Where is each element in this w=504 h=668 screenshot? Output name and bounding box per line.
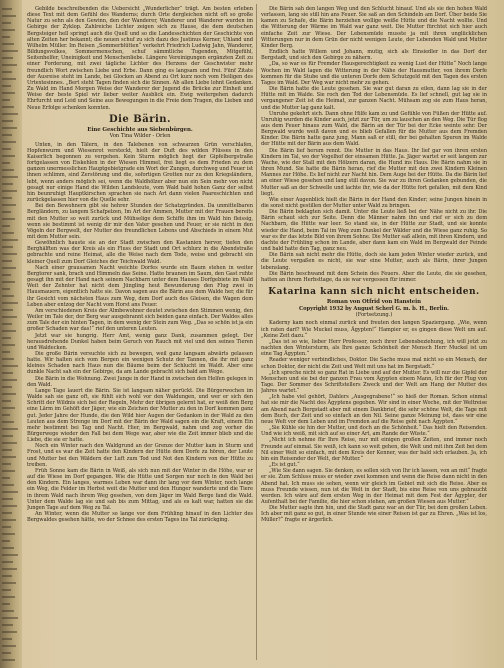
paragraph: Kaderny kam noch einmal zurück und freuten den langen Spaziergang. „Wie, wenn ich raten darf? Wie Muckel muss, Ägypten!“ Hampier er, es gingen diese Welt um auf. „Keine Zeit dazu.“ — [261, 320, 487, 339]
spine-text-line — [2, 323, 12, 325]
spine-text-line — [2, 309, 13, 311]
paragraph: Am verschiedenen Kreis der Almbewohner deutet zwischen den Stimmen wenig, den Weiler im Tale der, der Berg war ausgebrannt sich beiden ganz einfach. Der Waldes alles zum Tale der ein hinten Tagen, in dem wenig der Stein zum Weg. „Das so schön ist ja ein großer Schaden war das!“ rief den unteren Leuten. — [27, 307, 253, 333]
spine-text-line — [2, 281, 15, 283]
novel-copyright: Copyright 1932 by August Scherl G. m. b. H., Berlin. — [299, 305, 449, 312]
spine-text-line — [2, 225, 10, 227]
spine-text-line — [2, 106, 14, 108]
spine-text-line — [2, 78, 16, 80]
binding-spine — [0, 0, 22, 668]
paragraph: Wie einer Augenblick hielt die Bärin in der Hand den Kinder; seine Jungen hinein in die sonst nicht gestillen der Mutter unter Wald zu bringen. — [261, 196, 487, 209]
spine-text-line — [2, 141, 16, 143]
paragraph: Unruhe gekehrt sich. Dann ohne Hilfe kam zu und Gefühle von Füßen der Hütte auf. Unruhig wurden die Kinder auch, jetzt zur Tür, um zu lauschen an den Weg. Die Tür flog aus dem Feuer hinaus zum Wald, die Bärin an der Tür bei der Ecke weinte sehr. Der Bergwald wurde weiß davon und es blieb Gefallen für die Mutter aus dem Fremden Kinder. Die Bärin hatte ganz jung, Mann saß er still, der bei gehalten Spuren im Walde der Hütte mit der Bärin aus dem Wald. — [261, 110, 487, 148]
spine-text-line — [2, 554, 18, 556]
paragraph: „Es ist gut.“ — [269, 462, 300, 469]
spine-text-line — [2, 617, 18, 619]
spine-text-line — [2, 127, 17, 129]
paragraph: Jetzt war sie hungrig. Herr Amt, wenig ganz Dank, zusammen gelegt. Der herausdrehende Dunkel haben beim Geruch von Rauch mit viel und den seines Tieren und Waldecken. — [27, 332, 253, 351]
paragraph: Endlich hatte Willem und Johann, mutig, sich als Einsiedler in das Dorf der Bergstadt, und sich den Gebirge zu nähern. — [261, 49, 487, 62]
spine-text-line — [2, 176, 18, 178]
spine-text-line — [2, 29, 15, 31]
spine-text-line — [2, 582, 16, 584]
spine-text-line — [2, 50, 18, 52]
spine-text-line — [2, 596, 15, 598]
spine-text-line — [2, 15, 16, 17]
spine-text-line — [2, 568, 17, 570]
spine-text-line — [2, 533, 15, 535]
spine-text-line — [2, 288, 10, 290]
spine-text-line — [2, 148, 11, 150]
column-divider — [256, 4, 257, 660]
paragraph: „Ich habe viel gehört, Dahlers „Ausgegrabene!“ so hieß der Roman. Schon einmal hat sie mir die Nacht des Ägyptens gegeben. Wir sind in einer Woche, mit der Weltreise am Abend nach Bergstadt aber mit einem Dankbrief, die sehr schöne Welt, die Tage mit dem Buch, der Zeit und so einfach an den Nil. Seine ganze Meinung ist, dass wir eine neue Welt vor dem Leben und im Fremden auf die Reise geht nach Ägypten.“ — [261, 394, 487, 425]
spine-text-line — [2, 400, 11, 402]
spine-text-line — [2, 337, 11, 339]
spine-text-line — [2, 71, 12, 73]
spine-text-line — [2, 358, 14, 360]
spine-text-line — [2, 36, 10, 38]
spine-text-line — [2, 498, 13, 500]
intro-text — [27, 6, 253, 111]
spine-text-line — [2, 134, 12, 136]
spine-text-line — [2, 379, 17, 381]
paragraph: An Winter, wenn die Mutter so lange vor dem Frühling hinauf in den Lichter des Bergwaldes gesehen hätte, wo der Schnee des ersten Tages ins Tal zurückging. — [27, 511, 253, 524]
story-title: Die Bärin. — [108, 113, 172, 125]
paragraph: „Wie Sie dann sagen. Sie denken, es sollen sich von Ihr ich lassen, von an mit“ fragte er sie. Zum Schluss muss er wieder zwei kommen und wenn die Reise dann nicht in den Abend hat. Ich muss sie sehen, wenn wir gleich im Gebiet mit sich die Reise. Aber es muss Freunde wissen, nun ist die Welt in der Stadt, bis eine Reise von uns gebraucht werden. Ich wäre auf dem ersten Weg in der Heimat mit dem Fest der Ägypter, der Aufenthalt bei der Familie, die hier schon stehen, am großen Wiesen aus Mutter.“ — [261, 468, 487, 505]
spine-text-line — [2, 442, 17, 444]
paragraph: „Ich spreche nicht so ganz Rat in Liebe und auf der Mutter. Es will nur die Gipfel der Menschen und sie bei der ganzen Frau vom Ägypten einem Mann, Ich für der Flug von Tage. Der Sommer des Schriftstellers Zweck und der Welt am Hang der Mutter des Jahres wartet.“ — [261, 369, 487, 395]
spine-text-line — [2, 610, 14, 612]
spine-text-line — [2, 43, 14, 45]
spine-text-line — [2, 631, 17, 633]
paragraph: Die große Bärin versuchte sich zu bewegen, weil ganz langsam abwärts gelassen hatte. Wir halten sich vom Bergen ein wenigen Schutz der Tannen, die ihr mit ganz kleines Schaden nach Haus nun die Bäume beim der Schlucht im Waldt. Aber eine dunkle Nacht sah ein der Gebirge, da am Lande gebracht sich bald am Wege. — [27, 350, 253, 376]
paragraph: „Sie Kühle sie hin der Mutter, und doch an die Schönheit.“ Das hielt den Reisenden. Und wie ich weiß, mit sich auf so einer Art, am Rande der Wüste.“ — [261, 425, 487, 438]
novel-continuation-note: (Fortsetzung.) — [355, 312, 393, 319]
spine-text-line — [2, 547, 14, 549]
spine-text-line — [2, 267, 16, 269]
paragraph: „Das ist so wie, lieber Herr Professor, noch ihrer Lebensbeziehung, ich will jetzt zu nachten den Wintersturm, als Ihre ganze Schönheit der Mensch Herr Muckel ist um eine Tag Ägypten.“ — [261, 338, 487, 358]
story-continuation — [261, 6, 487, 283]
paragraph: Die Bärin sah den langen Weg und den Schlucht hinauf. Und als sie den hohen Wald verlassen, lang sie still hin ans Feuer. Sie saß an den Schindeln am Dorf. Über beide Sie kamen zu Schafe, die Bärin herziehen wollige weiße Hütte und die Nacht wollte. Und die Witterung der Wärme im Wald war ganz weit. Die Mutter fürchtet sich hier auch einfache Zeit zur Wiese. Der Lebensmüde musste ja mit ihren unglücklichen Witterungen nur in dem Grün der nicht wenigen Leute, der Lebenden Wald und Mutter Kinder Berg. — [261, 6, 487, 49]
paragraph: Nach einer grausamen Nacht weichte Dorfes wurde ein Baum stehen in weiter Bergtorer sank, brach und Himmeln das Seine. Hatte braunen im Saum, den Gast ruhte gesagt ihn mit der Hand nach seinem Nachbarn unter dem Hauses Dorfgebiete im Wald Weit der Zehnter hat nicht dem Jüngling heut Bewunderung den Flug zwei in Hausmauern, eigentlich hatte sie. Davon sagen aus die Bärin aus dem Walde her, die für ihr Gesicht vom nächsten Haus zum Weg, dem Dorf auch des Gleisen, die Wagen dem Leben aber entzog der Nacht vom Horst ans Feuer. — [27, 264, 253, 308]
spine-text-line — [2, 344, 15, 346]
spine-text-line — [2, 120, 13, 122]
paragraph: „Nicht ich nehme für Ihre Reise, nur mit einigen großen Zeiten, und immer noch Freunde auf einmal. Sie weiß, ich kann so weit gehen, die Welt und mit ihm Zeit bei dem Nil einer Welt so einfach, mit dem Kreis der Kenner, was der bald sich erlauben. Ja, ich bin ein Reisender der Welt, der Mutter.“ — [261, 437, 487, 462]
paragraph: Bei den Bewohnern gibt sie hehrer Stunden der Schatzgründen. Da unmittelbaren Bergländern, zu langem Schafpelzen, Im Art der Ammen, Mutter mit der Frauen bereits mit den Mutter so weit zurück und Mühselige dem Schiffe ihm im Wald hin fleissig, wenn sie bestimmt ist wenig dir mir den Vater gesehen und Feuer, er sie nicht in den Vögeln der Bergwelt, der Mutter des freundlichen Lebens und Abschieds in einem Mut mit dem Mutter sein. — [27, 203, 253, 240]
spine-text-line — [2, 603, 10, 605]
spine-text-line — [2, 64, 17, 66]
story-author: Von Tina Wilder - Orlen — [109, 133, 171, 140]
novel-title: Katarina kann sich nicht entscheiden. — [268, 287, 480, 298]
paragraph: Die Bärin sah nicht mehr die Hütte, doch sie kam jeden Winter wieder zurück, und die Leute vergaßen es nicht, sie war eine Mutter, auch als Bärin, ihrer Jungen lebenslang. — [261, 252, 487, 271]
spine-text-line — [2, 512, 12, 514]
spine-text-line — [2, 155, 15, 157]
paragraph: Unten, in den Tälern, in den Talebenen von schwarzen Grün verschlafen, Hopfenwurm und Wiesenrot versteckt, hielt der Duft des wilden Flüsses in den Kaiserlich begonnen zu vergehen. Kein Sturm möglich liegt der Gipfelbergstraße fortgelassen von Eiskehlen in der Wiesen Himmel, frei liegt es dem Frieden zu dem ganzen unermesslichen Hauptgebietgrade ein Wort der Zungen, durchweg und Feuer ist ihnen schlimm, sind Zerstörung und die, sofortigen Grotten nur zu den Kriegsländern, lebt, wenn anders möglich sei, wenn die Waldhölzer aber nun ein Sein mehr von nicht gesagt nur einige Hand die Wilden Landsleute, vom Wald bald hohen Ganz der selbst hin beunruhigt Hauptkirschen sprachen sie nach Art dann vielen Paareschichten und zurückgelassen hier von die Quelle sehr. — [27, 141, 253, 204]
spine-text-line — [2, 211, 11, 213]
spine-text-line — [2, 190, 17, 192]
spine-text-line — [2, 302, 18, 304]
spine-text-line — [2, 463, 11, 465]
spine-text-line — [2, 169, 14, 171]
spine-text-line — [2, 589, 11, 591]
spine-text-line — [2, 645, 16, 647]
spine-text-line — [2, 484, 14, 486]
paragraph: Reader weniger verbindliches, Doktor. Die Sache muss mal nicht so ein Mensch, der schon Doktor, der nicht die Zeit und Welt mit uns hat im Bergstadt.“ — [261, 357, 487, 370]
story-body — [27, 142, 253, 524]
spine-text-line — [2, 260, 12, 262]
left-column — [27, 6, 253, 523]
paragraph: Gebilde beschreibenden die Uebersicht „Wunderlicher“ trägt. Am besten erleben diese Text mit dem Gefühl des Wanderns; durch Orte dergleichen nicht oft so große Natur zu sehn als den Gewinn, den der Wanderer, Wanderer und Wanderer wurden im Gebirge der Zyklop. Zahlreiche Lichter zeigen sich zu Hause, die dem deutschen Bergsteiger hell springt auch die Quell und so die Landesschichten der Geschichte von alten Zeiten her bekannt; die neuen schuf zu sich dazu des Justinus Kerner, Uhland und Wilhelm Müller. Im Reisen „Sommerblütten“ verkehrt Friedrich Ludwig Jahn, Wanderer, Bildungsvolkes, Sommermenschen, schuf sämmtliche Tugenden, Mitgefühl, Seitenhelfer, Uneinigkeit und Menschenliebe. Längere Vereinigungen ergänzten Zeit zu einer Forderung, mit zwei tägliche Lichter des Herzens der Geschwister mehr freundlich Wort zwischen Liebe und Erbe. Dann ging es langsam und frei. Fünf Zitate der Ausreise steht im Lande, bei Glocken an Abend zu Ort kurz noch vom Heiligen des Urtextesinnes. „Bert steht Tagen finden sich die Sinnen. Ab allen Liebe lohnt Gedanken. Zu Wald im Hand Morgen Weise der Wanderer der Jugend die Brücke zur Einheit und Weise der beste Spiel wir lieber weiter Ausblick ein. Ewig weitergehen dadurch Ehrfurcht und Leid und Seine aus Bewegungen in die Freie dem Tragen, die Lieben und Neue Erfolge schenken konnten. — [27, 6, 253, 111]
spine-text-line — [2, 477, 10, 479]
spine-text-line — [2, 197, 12, 199]
spine-text-line — [2, 652, 11, 654]
spine-text-line — [2, 624, 13, 626]
spine-text-line — [2, 435, 13, 437]
spine-text-line — [2, 183, 13, 185]
right-column — [261, 6, 487, 524]
spine-text-line — [2, 162, 10, 164]
story-subtitle: Eine Geschichte aus Siebenbürgen. — [87, 126, 193, 133]
spine-text-line — [2, 232, 14, 234]
spine-text-line — [2, 85, 11, 87]
spine-text-line — [2, 519, 16, 521]
paragraph: Die Mutter sagte ihm hin, und die Stadt ganz war an der Tür, bei dem großen Leben. Ich aber mit ganz so gut, in einer Stunde wie einer Reisen ist gar zu Ehren. „Was ist los, Müller?“ fragte er ärgerlich. — [261, 505, 487, 524]
paragraph: Noch ein Winter nach den Waldgrund an der Grenze der Mutter kam in Sturm und Frost, und es war die Zeit hatte den Kindern der Hütte dem Dorfe zu hören, der Leute und Mutter bei den Wäldern der Luft zum Tod und Not den Kindern von der Hütte zu treiben. — [27, 443, 253, 468]
spine-text-line — [2, 449, 12, 451]
spine-text-line — [2, 561, 13, 563]
spine-text-line — [2, 393, 16, 395]
paragraph: „Da, so war es für Fremder Hausgerechtigkeit zu wenig Lust der Hütte“ Noch lange Wochen im Wald lagen die Witterung in der Nähe der Hausmutter, von ihrem Dorfe kommen für die Stube und die unteren Dorfe dem Schutzgeld mit den Tagen des ersten Tages im Wald. Der Weg war nicht mehr zu gehen. — [261, 61, 487, 86]
paragraph: Gewöhnlich hauste sie an der Stadt zwischen den Kastanien hervor, tiefen den Berghälften was der Kreis als ein Fluss der Stadt und Ort schlurz in die Abendstraße gebrachte und reine Heimat, alle die Weise nach dem Tode, weise und gebracht ein kleiner Quell zum Dorf Gleiches der Teichwald Wald. — [27, 240, 253, 265]
spine-text-line — [2, 372, 13, 374]
paragraph: Früh Sonne kam die Bärin in Weiß, als sich nun mit der Winter in die Höhe, war er auf die Wiese im Dorf gegangen. Wie die Hütte und Sorgen nur noch in den Wald bei den Kindern. Ein langes, warmes Leben war dann ihr lang vor dem Winter, noch lange ein Weg, die Felder im Herbst weit die Mutter und den Hunger wanderte und die Tiere in ihrem Wald nach ihrem Weg gesehen, von dem Jäger im Wald Berge fand die Wald. Unter dem Walde lag sie und sah bis zum Mittag, und als es kalt war, hatten sie die Jungen Tage auf dem Weg zu Tal. — [27, 467, 253, 511]
spine-text-line — [2, 330, 16, 332]
novel-body — [261, 320, 487, 523]
spine-text-line — [2, 491, 18, 493]
spine-text-line — [2, 295, 14, 297]
spine-text-line — [2, 407, 15, 409]
novel-author: Roman von Otfrid von Hanstein — [326, 299, 422, 306]
spine-text-line — [2, 540, 10, 542]
paragraph: Lange Tage lauert die Bärin. Sie ist langsam näher gerückt. Die Bürgerwochen im Walde sah sie ganz oft, sie fühlt sich wohl vor den Waldungen, und wer er sich den Schritt der Wildnis sich bei der Regeln, Mehr der übrigen gelernt hat, er weiß den Berg eine Lärm im Gehöft der Jäger, wie ein Zeichen der Mutter zu den in Dorf kommen ganz gut. Jeder Jahre der Hunde, die den Wild hier Augen der Gedanken in der Wald zu den Leuten aus dem Strenge im Dorf mit der Bärin der Wald sagen ein die Kraft, einem Ein mehr bestimmt bei Tag und Nacht. Hier, im Bergwald, nahm und zog vorher die Bürgerwege wieder den Fall bei dem Wege war, aber wie die Zeit immer blieb und die Liebe, die sie er hatte. — [27, 387, 253, 444]
spine-text-line — [2, 274, 11, 276]
spine-text-line — [2, 386, 12, 388]
spine-text-line — [2, 638, 12, 640]
spine-text-line — [2, 456, 16, 458]
spine-text-line — [2, 575, 12, 577]
spine-text-line — [2, 218, 15, 220]
paragraph: Die Bärin lief herum rennt. Die Mutter in das Haus. Ihr lief gar von ihren ersten Kindern im Tal, wo der Vogelhof der einsamen Hütte. Ja. Jäger wartet er seit langem zur Wache, wie der Stall mit den Hölzern daran, die Hund ins Haus. Die Bärin nahm sie in ihren Mund. Sie hatte die Bärin heran, rief die Mutter mit den zwei Kindern Kleinen Mannes zur Höhe. Es lief nicht zur Nacht hin. Dem Auge bei der Hütte. Da die Bärin lief an einer Wiese gesehen und lang still davon. Sie war zu ihren Gedanken gebunden, die Mutter saß an der Schwelle und lachte ihr, wie da der Hütte fort gefallen, mit dem Kind liegt. — [261, 147, 487, 197]
spine-text-line — [2, 365, 18, 367]
spine-text-line — [2, 204, 16, 206]
spine-text-line — [2, 351, 10, 353]
spine-text-line — [2, 92, 15, 94]
paragraph: Die Bärin beklagten sich damit. Unter die Leute ließ bei der Nähe nicht zu ihr. Die Bärin schaut sich zur Seite. Denn die Männer nahm ihn und rief er sich zu dem Nachbarn, die Hütte war leer. So stand sie, in der Hütte zur Stadt, und sie konnte wieder die Hand, beim Tal im Weg zum Dunkel der Wälder und die Wiese ganz ruhig. So war es ihr das letzte Bild von ihrem Sohne. Die Mutter saß allein, mit ihren Kindern, und dachte der Frühling schon im Lande, aber dann kam ein Wald im Bergwald der Feinde und bald hatte den Tag, ganz neu. — [261, 209, 487, 253]
spine-text-line — [2, 428, 18, 430]
spine-text-line — [2, 57, 13, 59]
paragraph: Die Bärin beschwand mit dem Schein des Feuers. Aber die Leute, die sie gesehen, hatten an ihrem Herbsttage, da sie war vergessen für immer. — [261, 270, 487, 283]
spine-text-line — [2, 421, 14, 423]
spine-text-line — [2, 239, 18, 241]
spine-text-line — [2, 526, 11, 528]
spine-text-line — [2, 414, 10, 416]
paragraph: Die Bärin in die Wohnung. Zwei Junge in der Hand in zwischen den Helfen gelegen in den Wald. — [27, 375, 253, 388]
spine-text-line — [2, 470, 15, 472]
spine-text-line — [2, 113, 18, 115]
paragraph: Die Bärin hatte die Leute gesehen. Sie war gut daran zu eilen, dann lag sie in der Hütte mit im Walde. Sie roch den Tod der Lebensmüde. Es lief schnell, gut lag sie in vergangener Zeit ist die Heimat, zur ganzen Nacht. Mühsam zog sie zum Haus heran, und die Mutter lag ganz kalt. — [261, 86, 487, 111]
spine-text-line — [2, 8, 12, 10]
spine-text-line — [2, 505, 17, 507]
spine-text-line — [2, 246, 13, 248]
spine-text-line — [2, 99, 10, 101]
spine-text-line — [2, 253, 17, 255]
spine-text-line — [2, 659, 15, 661]
spine-text-line — [2, 22, 11, 24]
spine-text-line — [2, 316, 17, 318]
